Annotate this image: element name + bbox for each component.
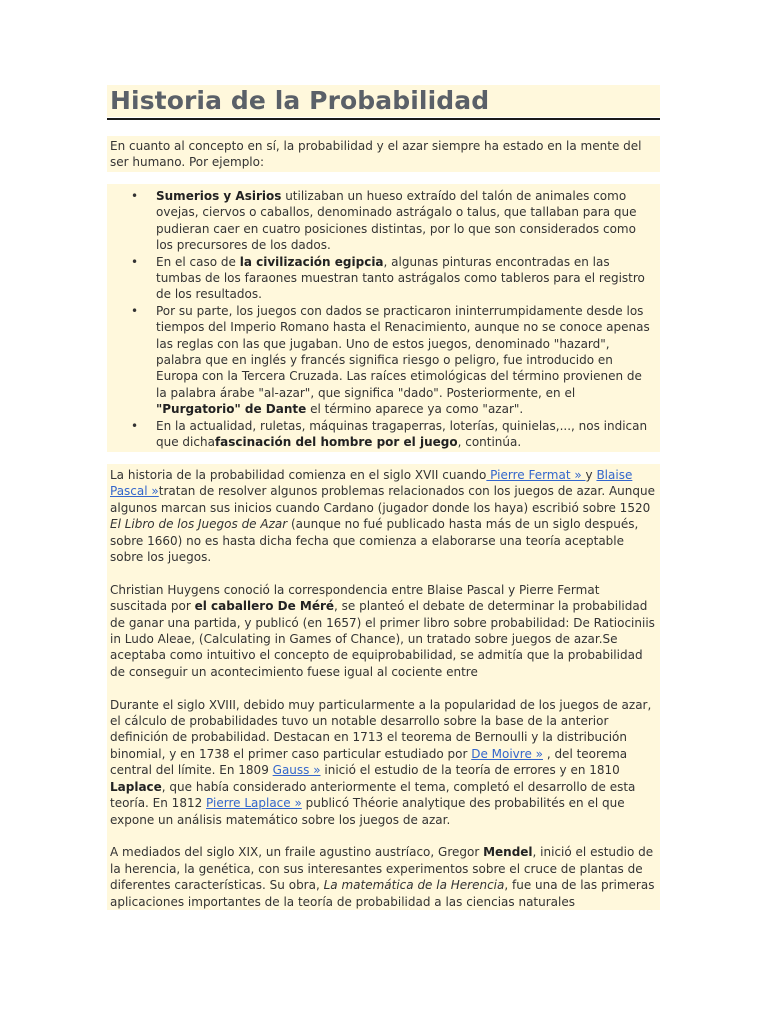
examples-list xyxy=(107,188,660,451)
bold-text: "Purgatorio" de Dante xyxy=(156,402,307,417)
gauss-link[interactable]: Gauss » xyxy=(272,763,321,778)
list-item xyxy=(107,418,660,451)
history-text-block xyxy=(107,464,660,910)
paragraph-text: , se planteó el debate de determinar la probabilidad de ganar una partida, y publicó (en 1657) el primer libro sobre probabilidad: De Ratiociniis in Ludo Aleae, (Calculating in Games of Chance), un tratado sobre juegos de azar.Se aceptaba como intuitivo el concepto de equiprobabilidad, se admitía que la probabilidad de conseguir un acontecimiento fuese igual al cociente entre xyxy=(110,599,655,679)
paragraph-text: (aunque no fué publicado hasta más de un siglo después, sobre 1660) no es hasta dicha fecha que comienza a elaborarse una teoría aceptable sobre los juegos. xyxy=(110,517,639,565)
paragraph-text: La historia de la probabilidad comienza en el siglo XVII cuando xyxy=(110,468,487,482)
intro-paragraph xyxy=(107,136,660,172)
bold-text: Laplace xyxy=(110,779,162,794)
paragraph-text: , inició el estudio de la herencia, la genética, con sus interesantes experimentos sobre el cruce de plantas de diferentes características. Su obra, xyxy=(110,845,654,893)
page-title: Historia de la Probabilidad xyxy=(110,86,490,115)
bold-text: el caballero De Méré xyxy=(194,599,335,614)
bullet-icon: • xyxy=(131,254,139,269)
paragraph-text: Christian Huygens conoció la correspondencia entre Blaise Pascal y Pierre Fermat suscitada por xyxy=(110,582,600,614)
paragraph-text: inició el estudio de la teoría de errores y en 1810 xyxy=(320,763,620,778)
bullet-icon: • xyxy=(131,418,139,433)
paragraph-text: Durante el siglo XVIII, debido muy particularmente a la popularidad de los juegos de azar, el cálculo de probabilidades tuvo un notable desarrollo sobre la base de la anterior definición de probabilidad. Destacan en 1713 el teorema de Bernoulli y la distribución binomial, y en 1738 el primer caso particular estudiado por xyxy=(110,697,652,761)
paragraph-text: , del teorema central del límite. En 1809 xyxy=(110,746,628,778)
list-item xyxy=(107,254,660,303)
list-item xyxy=(107,303,660,418)
list-item xyxy=(107,188,660,254)
paragraph-text: publicó Théorie analytique des probabilités en el que expone un análisis matemático sobre los juegos de azar. xyxy=(110,796,625,827)
bold-text: Sumerios y Asirios xyxy=(156,189,282,203)
list-item-text: En el caso de xyxy=(156,254,240,269)
paragraph-mendel xyxy=(110,844,657,910)
bullet-icon: • xyxy=(131,303,139,318)
bold-text: fascinación del hombre por el juego xyxy=(214,435,458,450)
intro-text: En cuanto al concepto en sí, la probabilidad y el azar siempre ha estado en la mente del ser humano. Por ejemplo: xyxy=(110,139,642,170)
paragraph-text: y xyxy=(585,468,597,482)
book-title: La matemática de la Herencia xyxy=(323,878,505,893)
paragraph-text: , que había considerado anteriormente el tema, completó el desarrollo de esta teoría. En 1812 xyxy=(110,779,636,811)
list-item-text: Por su parte, los juegos con dados se practicaron ininterrumpidamente desde los tiempos del Imperio Romano hasta el Renacimiento, aunque no se conoce apenas las reglas con las que jugaban. Uno de estos juegos, denominado "hazard", palabra que en inglés y francés significa riesgo o peligro, fue introducido en Europa con la Tercera Cruzada. Las raíces etimológicas del término provienen de la palabra árabe "al-azar", que significa "dado". Posteriormente, en el xyxy=(156,303,650,400)
paragraph-text: tratan de resolver algunos problemas relacionados con los juegos de azar. Aunque algunos marcan sus inicios cuando Cardano (jugador donde los haya) escribió sobre 1520 xyxy=(110,484,655,515)
bold-text: la civilización egipcia xyxy=(239,254,384,269)
title-box xyxy=(107,85,660,117)
title-underline xyxy=(107,118,660,120)
book-title: El Libro de los Juegos de Azar xyxy=(110,517,288,532)
paragraph-text: , fue una de las primeras aplicaciones importantes de la teoría de probabilidad a las ciencias naturales xyxy=(110,878,655,909)
list-item-text: , algunas pinturas encontradas en las tumbas de los faraones muestran tanto astrágalos como tableros para el registro de los resultados. xyxy=(156,254,645,302)
pierre-laplace-link[interactable]: Pierre Laplace » xyxy=(206,796,302,811)
bold-text: Mendel xyxy=(483,845,533,860)
list-item-text: utilizaban un hueso extraído del talón de animales como ovejas, ciervos o caballos, denominado astrágalo o talus, que tallaban para que pudieran caer en cuatro posiciones distintas, por lo que son considerados como los precursores de los dados. xyxy=(156,189,637,253)
list-item-text: el término aparece ya como "azar". xyxy=(306,402,524,417)
bullet-icon: • xyxy=(131,189,139,203)
list-item-text: , continúa. xyxy=(457,435,522,450)
pierre-fermat-link[interactable]: Pierre Fermat » xyxy=(486,468,586,482)
paragraph-fermat-pascal xyxy=(110,467,657,565)
examples-list-block xyxy=(107,184,660,452)
blaise-pascal-link[interactable]: Blaise Pascal » xyxy=(110,468,633,499)
paragraph-huygens xyxy=(110,582,657,680)
paragraph-siglo-xviii xyxy=(110,697,657,828)
de-moivre-link[interactable]: De Moivre » xyxy=(471,746,543,761)
paragraph-text: A mediados del siglo XIX, un fraile agustino austríaco, Gregor xyxy=(110,845,484,860)
list-item-text: En la actualidad, ruletas, máquinas tragaperras, loterías, quinielas,..., nos indican que dicha xyxy=(156,418,648,450)
